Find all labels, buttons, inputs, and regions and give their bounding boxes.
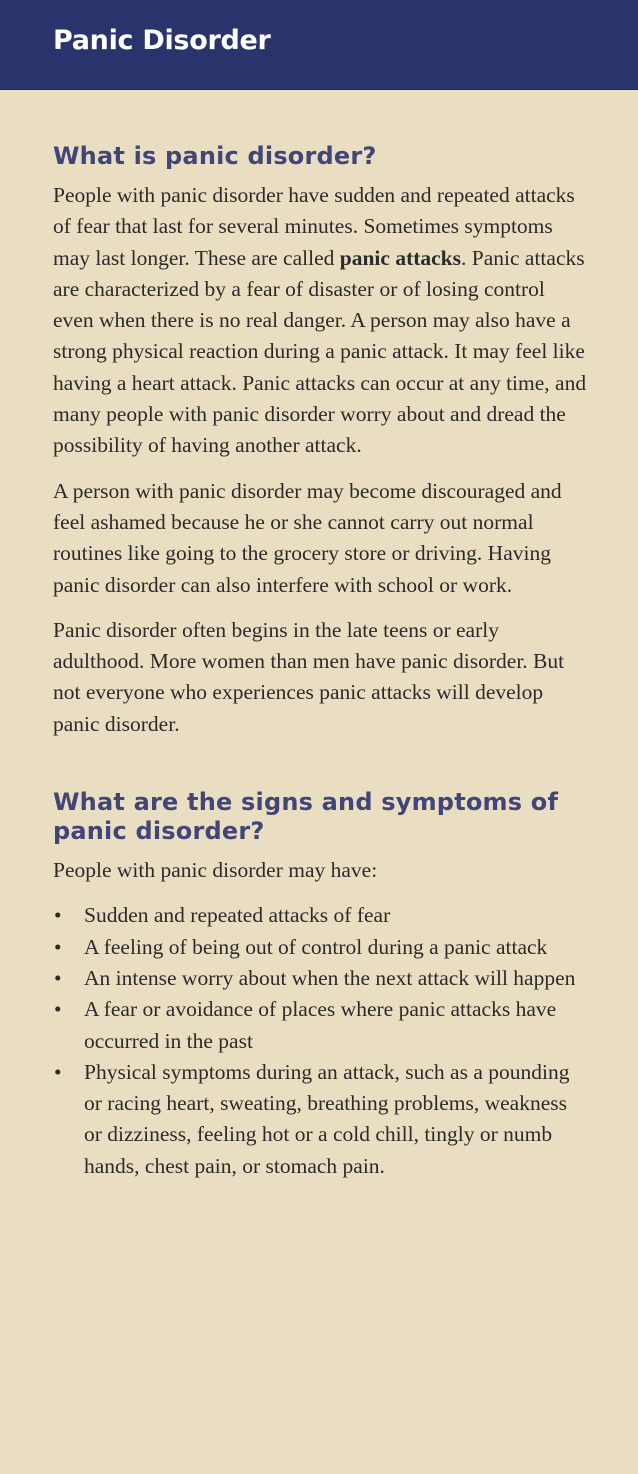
section-heading-what-is: What is panic disorder? bbox=[53, 142, 377, 170]
paragraph-text: People with panic disorder have sudden and repeated attacks of fear that last for several minutes. Sometimes symptoms may last longer. These are called bbox=[53, 183, 575, 270]
list-item-text: A fear or avoidance of places where panic attacks have occurred in the past bbox=[84, 997, 557, 1053]
paragraph-text: . Panic attacks are characterized by a fear of disaster or of losing control even when there is no real danger. A person may also have a strong physical reaction during a panic attack. It may feel like having a heart attack. Panic attacks can occur at any time, and many people with panic disorder worry about and dread the possibility of having another attack. bbox=[53, 245, 587, 458]
bold-term-panic-attacks: panic attacks bbox=[339, 245, 462, 270]
bullet-icon: • bbox=[54, 965, 62, 990]
list-item bbox=[53, 963, 588, 994]
section-heading-signs-symptoms: What are the signs and symptoms of panic disorder? bbox=[53, 788, 559, 846]
paragraph-intro: People with panic disorder may have: bbox=[53, 858, 378, 883]
paragraph-definition bbox=[53, 180, 588, 462]
list-item-text: Physical symptoms during an attack, such as a pounding or racing heart, sweating, breathing problems, weakness or dizziness, feeling hot or a cold chill, tingly or numb hands, chest pain, or stomach pain. bbox=[84, 1059, 570, 1178]
bullet-icon: • bbox=[54, 997, 62, 1022]
bullet-icon: • bbox=[54, 903, 62, 928]
bullet-icon: • bbox=[54, 1059, 62, 1084]
header-band bbox=[0, 0, 638, 90]
page-title: Panic Disorder bbox=[53, 25, 271, 56]
list-item bbox=[53, 932, 588, 963]
paragraph-onset: Panic disorder often begins in the late teens or early adulthood. More women than men have panic disorder. But not everyone who experiences panic attacks will develop panic disorder. bbox=[53, 617, 565, 736]
list-item bbox=[53, 900, 588, 931]
list-item-text: Sudden and repeated attacks of fear bbox=[84, 903, 391, 928]
list-item-text: An intense worry about when the next attack will happen bbox=[84, 965, 576, 990]
symptom-list bbox=[53, 900, 588, 1182]
document-body bbox=[0, 90, 638, 1182]
list-item bbox=[53, 994, 588, 1057]
list-item bbox=[53, 1057, 588, 1182]
bullet-icon: • bbox=[54, 934, 62, 959]
list-item-text: A feeling of being out of control during a panic attack bbox=[84, 934, 548, 959]
paragraph-impact: A person with panic disorder may become discouraged and feel ashamed because he or she cannot carry out normal routines like going to the grocery store or driving. Having panic disorder can also interfere with school or work. bbox=[53, 478, 562, 597]
